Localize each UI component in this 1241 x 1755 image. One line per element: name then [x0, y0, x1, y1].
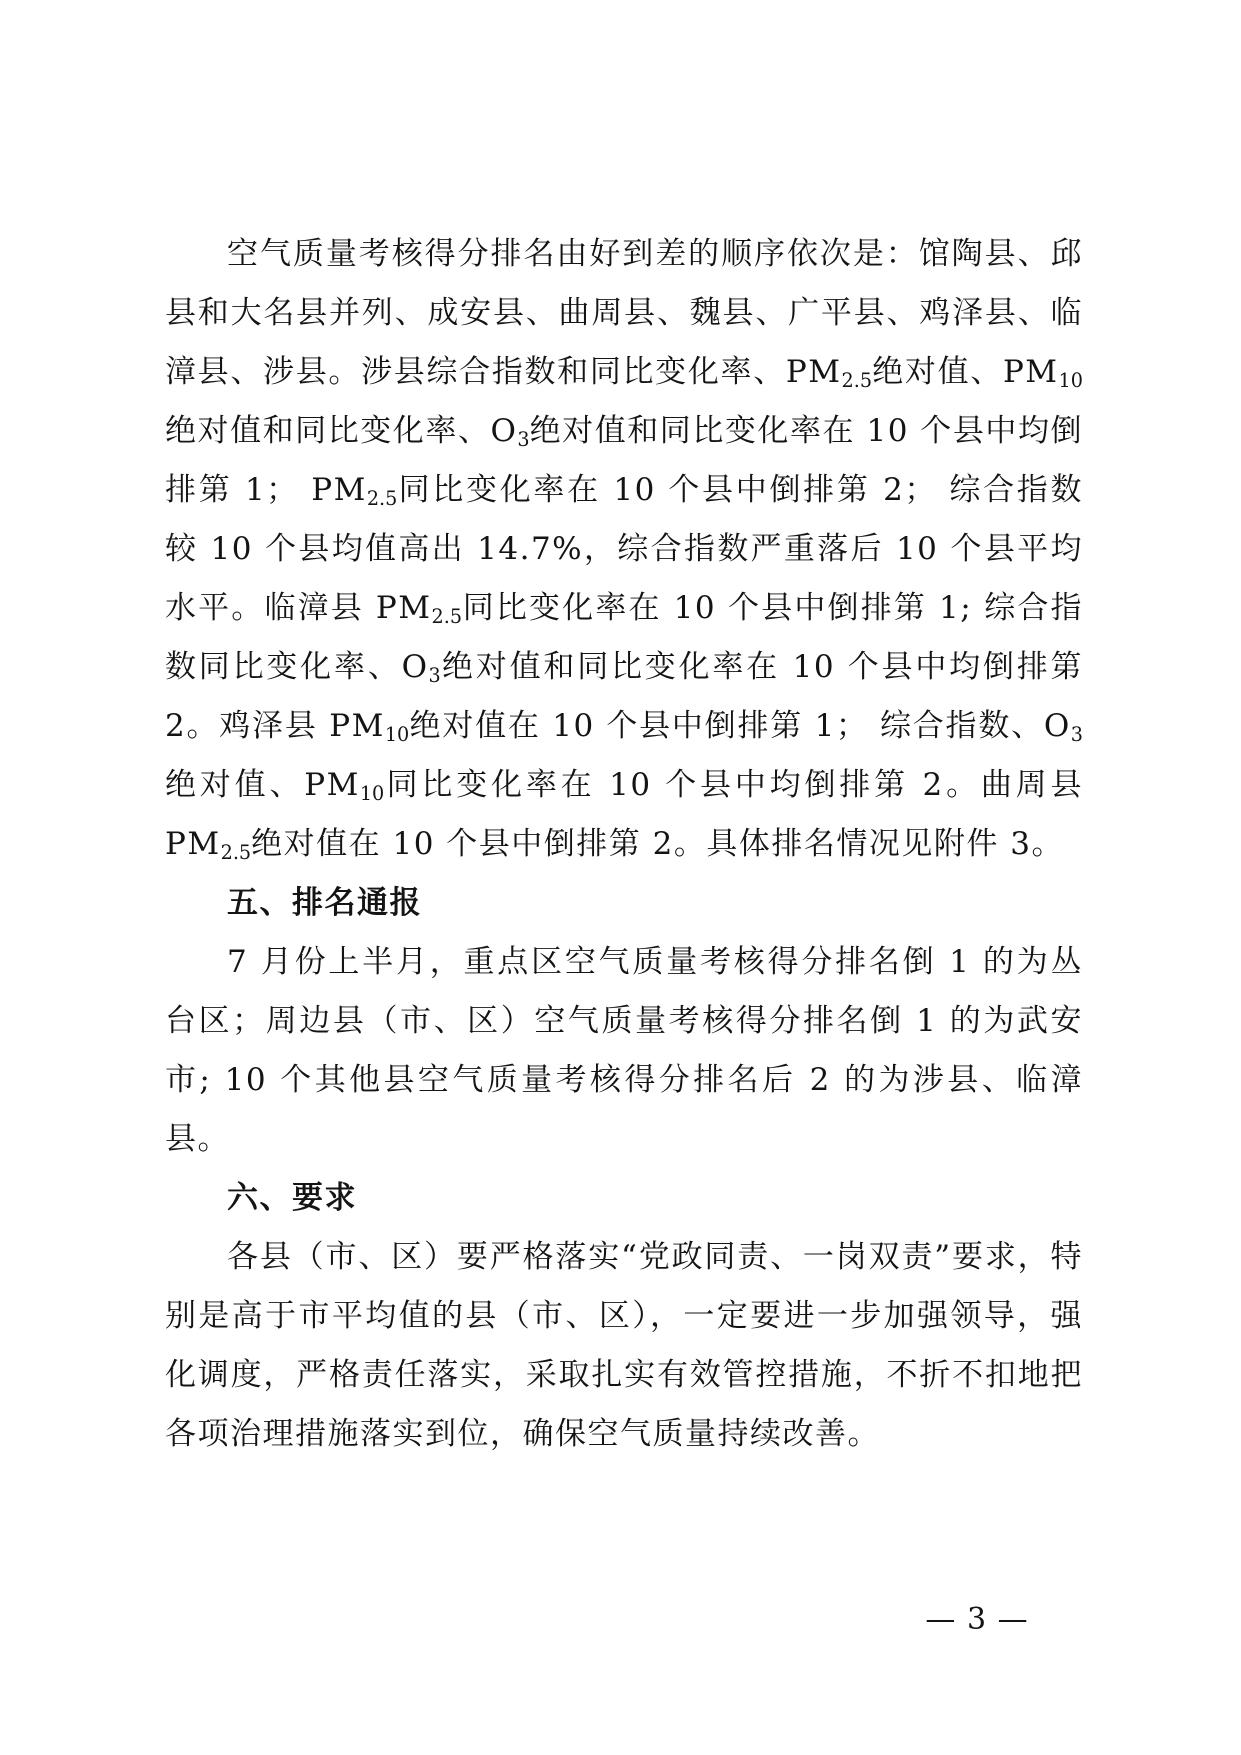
subscript: 3 — [1070, 722, 1084, 746]
subscript: 2.5 — [841, 368, 873, 392]
text-segment: 绝对值、PM — [165, 767, 360, 803]
text-segment: 绝对值在 10 个县中倒排第 2。具体排名情况见附件 3。 — [251, 826, 1064, 862]
subscript: 10 — [359, 781, 385, 805]
subscript: 2.5 — [220, 840, 252, 864]
subscript: 10 — [384, 722, 410, 746]
text-segment: 同比变化率在 10 个县中均倒排第 2。曲周县 PM — [165, 767, 1083, 862]
text-segment: 绝对值和同比变化率、O — [165, 413, 518, 449]
page-number: — 3 — — [925, 1602, 1029, 1637]
section-heading-ranking-notice: 五、排名通报 — [227, 885, 422, 921]
text-segment: 绝对值和同比变化率在 10 个县中均倒排第 2。鸡泽县 PM — [165, 649, 1084, 744]
subscript: 3 — [517, 427, 530, 451]
ranking-paragraph — [165, 225, 1083, 874]
subscript: 3 — [428, 663, 441, 687]
subscript: 2.5 — [366, 486, 398, 510]
document-body — [165, 225, 1083, 1464]
text-segment: 空气质量考核得分排名由好到差的顺序依次是：馆陶县、邱县和大名县并列、成安县、曲周县、魏县、广平县、鸡泽县、临漳县、涉县。涉县综合指数和同比变化率、PM — [165, 236, 1083, 390]
text-segment: 绝对值和同比变化率在 10 个县中均倒排第 1； PM — [165, 413, 1083, 508]
subscript: 2.5 — [431, 604, 463, 628]
text-segment: 同比变化率在 10 个县中倒排第 1; 综合指数同比变化率、O — [165, 590, 1083, 685]
subscript: 10 — [1058, 368, 1083, 392]
section-heading-requirements: 六、要求 — [227, 1180, 357, 1216]
requirements-paragraph: 各县（市、区）要严格落实“党政同责、一岗双责”要求，特别是高于市平均值的县（市、区），一定要进一步加强领导，强化调度，严格责任落实，采取扎实有效管控措施，不折不扣地把各项治理措施落实到位，确保空气质量持续改善。 — [165, 1239, 1083, 1452]
text-segment: 绝对值、PM — [872, 354, 1059, 390]
text-segment: 同比变化率在 10 个县中倒排第 2； 综合指数较 10 个县均值高出 14.7%，综合指数严重落后 10 个县平均水平。临漳县 PM — [165, 472, 1083, 626]
ranking-notice-paragraph: 7 月份上半月，重点区空气质量考核得分排名倒 1 的为丛台区；周边县（市、区）空气质量考核得分排名倒 1 的为武安市; 10 个其他县空气质量考核得分排名后 2 的为涉县、临漳县。 — [165, 944, 1083, 1157]
text-segment: 绝对值在 10 个县中倒排第 1； 综合指数、O — [409, 708, 1071, 744]
